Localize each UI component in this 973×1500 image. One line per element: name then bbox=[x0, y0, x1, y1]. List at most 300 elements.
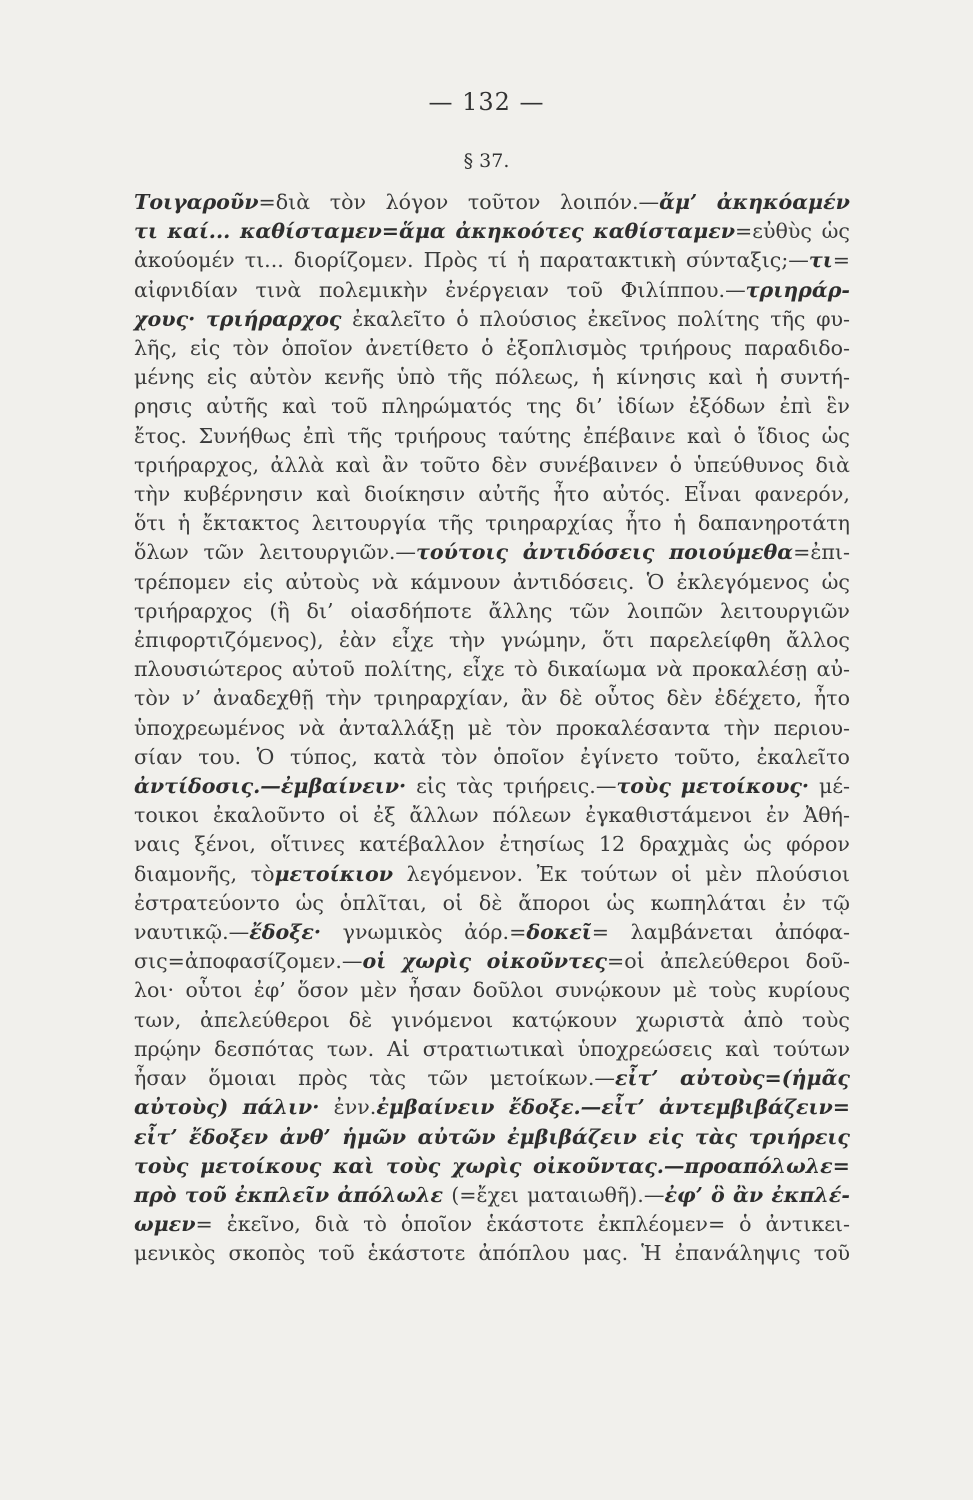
word: αὐτοὺς bbox=[285, 569, 360, 594]
word: ἡ bbox=[673, 511, 686, 536]
word: ἀντεμβιβάζειν= bbox=[659, 1095, 850, 1120]
word: ἴδιος bbox=[757, 423, 810, 448]
word: ἐκεῖνος bbox=[587, 306, 667, 331]
word: ἐὰν bbox=[339, 628, 377, 653]
word: παρελείφθη bbox=[649, 628, 771, 653]
word: τοῦ bbox=[318, 1241, 355, 1266]
word: ὅσον bbox=[297, 978, 349, 1003]
word: ἄλλης bbox=[488, 598, 553, 623]
word: ωμεν= bbox=[134, 1212, 213, 1237]
word: εἶχε bbox=[462, 657, 505, 682]
word: ὁποῖον bbox=[281, 336, 353, 361]
word: ἐγίνετο bbox=[580, 744, 659, 769]
word: ἔδοξε.—εἶτ’ bbox=[508, 1095, 645, 1120]
word: εἰς bbox=[206, 365, 238, 390]
word: δαπανηροτάτη bbox=[697, 511, 850, 536]
word: ἐνν.ἐμβαίνειν bbox=[333, 1095, 495, 1120]
word: κατέβαλλον bbox=[359, 832, 485, 857]
word: δὲ bbox=[478, 890, 503, 915]
word: τριηραρχίαν, bbox=[373, 686, 510, 711]
word: ἐν bbox=[782, 890, 806, 915]
word: πόλεως, bbox=[495, 365, 580, 390]
word: ἡ bbox=[591, 365, 605, 390]
word: ἀκηκοότες bbox=[455, 219, 584, 244]
word: δικαίωμα bbox=[547, 657, 647, 682]
word: καὶ bbox=[282, 394, 317, 419]
word: μετοίκων.—εἶτ’ bbox=[489, 1066, 659, 1091]
word: ἐστρατεύοντο bbox=[134, 890, 280, 915]
word: ρησις bbox=[134, 394, 193, 419]
word: 12 bbox=[598, 832, 626, 857]
word: ἦτο bbox=[813, 686, 850, 711]
word: μὲν bbox=[705, 861, 743, 886]
word: διαμονῆς, bbox=[134, 861, 238, 886]
word: Πρὸς bbox=[423, 248, 478, 273]
word: ὡς bbox=[821, 219, 850, 244]
word: Ἀθή- bbox=[803, 803, 850, 828]
word: τριήραρχος, bbox=[134, 452, 259, 477]
word: τοῦ bbox=[331, 394, 368, 419]
word: ἀπελεύθεροι bbox=[660, 949, 791, 974]
word: ἔδοξεν bbox=[189, 1124, 269, 1149]
text-line bbox=[134, 801, 850, 830]
word: τοῦ bbox=[813, 1241, 850, 1266]
word: ἦσαν bbox=[408, 978, 462, 1003]
word: ὡς bbox=[295, 890, 324, 915]
word: κενῆς bbox=[324, 365, 385, 390]
word: ὡς bbox=[743, 832, 772, 857]
word: τριήρεις.—τοὺς bbox=[503, 774, 671, 799]
text-line bbox=[134, 597, 850, 626]
word: ἀνταλλάξῃ bbox=[338, 715, 455, 740]
word: της bbox=[526, 394, 562, 419]
word: αὐτῆς bbox=[206, 394, 268, 419]
word: ἀντίδοσις.—ἐμβαίνειν· bbox=[134, 774, 407, 799]
word: ἐπὶ bbox=[302, 423, 336, 448]
word: τοικοι bbox=[134, 803, 200, 828]
word: πολίτης bbox=[677, 306, 760, 331]
word: Ἡ bbox=[641, 1241, 662, 1266]
text-line bbox=[134, 947, 850, 976]
page-number: — 132 — bbox=[428, 88, 545, 116]
word: ὅλων bbox=[134, 540, 189, 565]
word: χους· bbox=[134, 306, 196, 331]
word: δοῦλοι bbox=[472, 978, 544, 1003]
word: ἐκπλέομεν= bbox=[597, 1212, 726, 1237]
text-line bbox=[134, 1035, 850, 1064]
word: ἂν bbox=[382, 452, 409, 477]
word: ἀπὸ bbox=[743, 1007, 784, 1032]
text-line bbox=[134, 918, 850, 947]
word: μας. bbox=[582, 1241, 629, 1266]
word: τοῦτο bbox=[419, 452, 481, 477]
word: τὴν bbox=[325, 686, 362, 711]
word: λοι· bbox=[134, 978, 175, 1003]
word: ἑκάστοτε bbox=[486, 1212, 584, 1237]
word: ἰδίων bbox=[616, 394, 675, 419]
word: ναις bbox=[134, 832, 181, 857]
word: ἐκαλεῖτο bbox=[756, 744, 850, 769]
word: πλούσιος bbox=[479, 306, 577, 331]
text-line bbox=[134, 246, 850, 275]
word: ἔτος. bbox=[134, 423, 187, 448]
word: εἰς bbox=[648, 1124, 684, 1149]
word: προκαλέσαντα bbox=[555, 715, 711, 740]
word: σίαν bbox=[134, 744, 183, 769]
word: τῶν bbox=[569, 598, 610, 623]
word: μετοίκους bbox=[200, 1153, 322, 1178]
word: ὡς bbox=[606, 890, 635, 915]
word: τοὺς bbox=[134, 1153, 189, 1178]
word: νὰ bbox=[298, 715, 326, 740]
word: οὗτος bbox=[594, 686, 655, 711]
word: των, bbox=[134, 1007, 182, 1032]
word: καί... bbox=[167, 219, 231, 244]
word: διὰ bbox=[815, 452, 850, 477]
word: γινόμενοι bbox=[390, 1007, 494, 1032]
text-line bbox=[134, 1093, 850, 1122]
word: γνωμικὸς bbox=[342, 920, 443, 945]
word: εἶτ’ bbox=[134, 1124, 178, 1149]
word: τινὰ bbox=[255, 277, 302, 302]
word: αὐτὸν bbox=[249, 365, 313, 390]
word: Συνήθως bbox=[198, 423, 292, 448]
word: τι bbox=[134, 219, 158, 244]
word: οἰκοῦντας.—προαπόλωλε= bbox=[533, 1153, 850, 1178]
word: ἐγκαθιστάμενοι bbox=[585, 803, 753, 828]
word: τὸν bbox=[134, 686, 171, 711]
word: ἄλλος bbox=[786, 628, 850, 653]
word: μένης bbox=[134, 365, 195, 390]
word: κωπηλάται bbox=[650, 890, 767, 915]
text-line bbox=[134, 1123, 850, 1152]
word: ἀντικει- bbox=[765, 1212, 850, 1237]
word: ἀλλὰ bbox=[270, 452, 325, 477]
word: δὲν bbox=[491, 452, 528, 477]
word: τῶν bbox=[427, 1066, 469, 1091]
word: ἐφ’ bbox=[253, 978, 286, 1003]
word: δὲ bbox=[348, 1007, 373, 1032]
word: ὁπλῖται, bbox=[339, 890, 427, 915]
word: τί bbox=[487, 248, 508, 273]
word: χωριστὰ bbox=[635, 1007, 725, 1032]
word: καθίσταμεν=εὐθὺς bbox=[593, 219, 812, 244]
word: ταύτης bbox=[498, 423, 572, 448]
word: περιου- bbox=[773, 715, 850, 740]
word: τὸν bbox=[329, 190, 366, 214]
word: καὶ bbox=[708, 365, 744, 390]
word: τὴν bbox=[449, 628, 486, 653]
text-line bbox=[134, 334, 850, 363]
word: μενικὸς bbox=[134, 1241, 216, 1266]
word: τὰς bbox=[456, 774, 494, 799]
word: τοῦτον bbox=[467, 190, 541, 214]
word: (ἢ bbox=[269, 598, 290, 623]
word: ἐν bbox=[766, 803, 790, 828]
word: πολεμικὴν bbox=[318, 277, 428, 302]
word: οἱ bbox=[671, 861, 692, 886]
text-line bbox=[134, 684, 850, 713]
word: τρέπομεν bbox=[134, 569, 231, 594]
word: ἀνετίθετο bbox=[365, 336, 469, 361]
word: ἀντιδόσεις. bbox=[512, 569, 635, 594]
word: καθίσταμεν=ἅμα bbox=[240, 219, 446, 244]
word: τῆς bbox=[347, 423, 383, 448]
text-line bbox=[134, 1152, 850, 1181]
text-line bbox=[134, 538, 850, 567]
text-line bbox=[134, 830, 850, 859]
text-line bbox=[134, 1239, 850, 1268]
text-line bbox=[134, 217, 850, 246]
word: πρὸ bbox=[134, 1182, 177, 1207]
word: προκαλέσῃ bbox=[692, 657, 808, 682]
word: τύπος, bbox=[290, 744, 358, 769]
word: πρὸς bbox=[298, 1066, 348, 1091]
word: ὅτι bbox=[134, 511, 166, 536]
word: πληρώματός bbox=[381, 394, 513, 419]
word: πλούσιοι bbox=[755, 861, 850, 886]
word: δὲ bbox=[559, 686, 583, 711]
word: καὶ bbox=[316, 482, 352, 507]
word: τῆς bbox=[770, 306, 806, 331]
word: τὸ bbox=[363, 1212, 387, 1237]
word: ὁποῖον bbox=[400, 1212, 473, 1237]
word: ἀόρ.=δοκεῖ= bbox=[464, 920, 610, 945]
word: αὐτοὺς=(ἡμᾶς bbox=[679, 1066, 850, 1091]
word: διοίκησιν bbox=[364, 482, 466, 507]
word: οἱ bbox=[338, 803, 360, 828]
word: ὅμοιαι bbox=[208, 1066, 277, 1091]
word: τοῦ bbox=[566, 277, 603, 302]
word: εἰς bbox=[416, 774, 447, 799]
word: παραδιδο- bbox=[744, 336, 850, 361]
word: Ὁ bbox=[256, 744, 275, 769]
word: δεσπότας bbox=[214, 1036, 315, 1061]
word: ἄποροι bbox=[518, 890, 591, 915]
word: φυ- bbox=[816, 306, 850, 331]
word: φανερόν, bbox=[754, 482, 850, 507]
word: ἡ bbox=[517, 248, 530, 273]
word: ἦτο bbox=[625, 511, 662, 536]
word: τούτων bbox=[772, 1036, 850, 1061]
word: τὸν bbox=[232, 336, 270, 361]
word: ἐδέχετο, bbox=[714, 686, 803, 711]
word: τριήρους bbox=[639, 336, 732, 361]
text-line bbox=[134, 363, 850, 392]
word: πάλιν· bbox=[242, 1095, 320, 1120]
text-line bbox=[134, 276, 850, 305]
word: οἰκοῦντες=οἱ bbox=[486, 949, 645, 974]
word: καὶ bbox=[332, 1153, 375, 1178]
text-line bbox=[134, 743, 850, 772]
word: ἡ bbox=[755, 365, 768, 390]
word: σύνταξις;—τι= bbox=[685, 248, 850, 273]
word: ὁ bbox=[739, 1212, 752, 1237]
word: δραχμὰς bbox=[639, 832, 730, 857]
text-line bbox=[134, 714, 850, 743]
word: τούτων bbox=[580, 861, 658, 886]
word: των. bbox=[326, 1036, 375, 1061]
text-line bbox=[134, 480, 850, 509]
word: καὶ bbox=[335, 452, 371, 477]
word: εἶχε bbox=[391, 628, 434, 653]
text-line bbox=[134, 422, 850, 451]
word: ὑποχρεώσεις bbox=[577, 1036, 713, 1061]
word: οἵτινες bbox=[270, 832, 345, 857]
text-line bbox=[134, 655, 850, 684]
word: τοὺς bbox=[708, 978, 757, 1003]
text-line bbox=[134, 772, 850, 801]
text-line bbox=[134, 889, 850, 918]
text-line bbox=[134, 188, 850, 217]
word: δὲν bbox=[666, 686, 703, 711]
word: τὰς bbox=[369, 1066, 406, 1091]
text-line bbox=[134, 568, 850, 597]
word: νὰ bbox=[656, 657, 683, 682]
text-line bbox=[134, 305, 850, 334]
word: ἂν bbox=[733, 1182, 764, 1207]
word: ὑπὸ bbox=[396, 365, 436, 390]
word: τριήρους bbox=[394, 423, 487, 448]
word: ξένοι, bbox=[194, 832, 256, 857]
word: τῆς bbox=[447, 365, 483, 390]
text-line bbox=[134, 1064, 850, 1093]
word: ἐπιφορτιζόμενος), bbox=[134, 628, 324, 653]
section-heading: § 37. bbox=[463, 150, 510, 172]
word: καὶ bbox=[686, 423, 722, 448]
text-line bbox=[134, 626, 850, 655]
word: Ὁ bbox=[646, 569, 665, 594]
word: ἀπόπλου bbox=[478, 1241, 570, 1266]
word: συνῴκουν bbox=[555, 978, 662, 1003]
word: ἂν bbox=[520, 686, 548, 711]
word: ἐξοπλισμὸς bbox=[506, 336, 627, 361]
word: τι... bbox=[244, 248, 284, 273]
word: οἱασδήποτε bbox=[350, 598, 472, 623]
word: μὲ bbox=[672, 978, 698, 1003]
word: ἐπέβαινε bbox=[582, 423, 676, 448]
word: ὑποχρεωμένος bbox=[134, 715, 286, 740]
word: ἀντιδόσεις bbox=[522, 540, 655, 565]
word: πόλεων bbox=[492, 803, 572, 828]
word: τριήραρχος bbox=[205, 306, 342, 331]
word: ἀκηκόαμέν bbox=[716, 190, 850, 214]
word: λειτουργιῶν.—τούτοις bbox=[258, 540, 508, 565]
word: ἡμῶν bbox=[342, 1124, 407, 1149]
text-line bbox=[134, 1006, 850, 1035]
word: ἐκπλέ- bbox=[771, 1182, 850, 1207]
word: εἰς bbox=[242, 569, 274, 594]
word: λειτουργιῶν bbox=[720, 598, 850, 623]
word: τὸν bbox=[441, 744, 478, 769]
word: ναυτικῷ.—ἔδοξε· bbox=[134, 920, 322, 945]
word: οἱ bbox=[442, 890, 464, 915]
word: ἐκεῖνο, bbox=[226, 1212, 301, 1237]
word: ἀπελεύθεροι bbox=[199, 1007, 330, 1032]
word: ἑκάστοτε bbox=[367, 1241, 466, 1266]
word: αὐ- bbox=[816, 657, 850, 682]
word: ὁ bbox=[669, 452, 683, 477]
word: αὐτῆς bbox=[478, 482, 540, 507]
word: τοὺς bbox=[385, 1153, 441, 1178]
word: ὡς bbox=[821, 569, 850, 594]
word: αὐτοὺς) bbox=[134, 1095, 229, 1120]
word: ποιούμεθα=ἐπι- bbox=[669, 540, 850, 565]
word: γνώμην, bbox=[500, 628, 588, 653]
word: τριήραρχος bbox=[134, 598, 253, 623]
word: μὲν bbox=[360, 978, 398, 1003]
word: ἀκούομέν bbox=[134, 248, 235, 273]
word: ἀνθ’ bbox=[279, 1124, 331, 1149]
word: ἐκαλοῦντο bbox=[213, 803, 326, 828]
word: τὸν bbox=[505, 715, 543, 740]
text-line bbox=[134, 1181, 850, 1210]
word: ἔκτακτος bbox=[202, 511, 300, 536]
word: αὐτοῦ bbox=[292, 657, 355, 682]
word: διορίζομεν. bbox=[293, 248, 414, 273]
word: κατῴκουν bbox=[511, 1007, 618, 1032]
word: του. bbox=[198, 744, 242, 769]
word: κυρίους bbox=[767, 978, 850, 1003]
word: διὰ bbox=[314, 1212, 350, 1237]
word: δοῦ- bbox=[805, 949, 850, 974]
word: πολίτης, bbox=[364, 657, 454, 682]
word: λαμβάνεται bbox=[630, 920, 754, 945]
word: νὰ bbox=[371, 569, 399, 594]
word: ἓν bbox=[826, 394, 850, 419]
word: ὁ bbox=[456, 306, 469, 331]
word: λοιπόν.—ἄμ’ bbox=[560, 190, 698, 214]
word: τριήρεις bbox=[748, 1124, 850, 1149]
word: συντή- bbox=[780, 365, 850, 390]
word: τοῦτο, bbox=[674, 744, 741, 769]
word: τῷ bbox=[821, 890, 850, 915]
word: στρατιωτικαὶ bbox=[422, 1036, 565, 1061]
word: πρῴην bbox=[134, 1036, 202, 1061]
word: ματαιωθῆ).—ἐφ’ bbox=[527, 1182, 703, 1207]
word: ὑπεύθυνος bbox=[693, 452, 805, 477]
text-line bbox=[134, 976, 850, 1005]
word: ὅτι bbox=[602, 628, 635, 653]
word: ἐξόδων bbox=[688, 394, 766, 419]
word: ἄλλων bbox=[409, 803, 479, 828]
word: κυβέρνησιν bbox=[183, 482, 304, 507]
word: ν’ bbox=[182, 686, 202, 711]
word: ὃ bbox=[711, 1182, 725, 1207]
word: λοιπῶν bbox=[626, 598, 704, 623]
word: πλουσιώτερος bbox=[134, 657, 283, 682]
word: Αἱ bbox=[386, 1036, 410, 1061]
word: Φιλίππου.—τριηράρ- bbox=[620, 277, 850, 302]
word: κάμνουν bbox=[410, 569, 501, 594]
word: παρατακτικὴ bbox=[539, 248, 676, 273]
text-line bbox=[134, 451, 850, 480]
word: ὁ bbox=[733, 423, 746, 448]
word: μετοίκους· bbox=[680, 774, 810, 799]
word: χωρὶς bbox=[401, 949, 472, 974]
word: αὐτός. bbox=[602, 482, 671, 507]
word: τὰς bbox=[694, 1124, 738, 1149]
word: τὸμετοίκιον bbox=[250, 861, 394, 886]
word: φόρον bbox=[786, 832, 850, 857]
word: κίνησις bbox=[616, 365, 696, 390]
word: ἀπόφα- bbox=[774, 920, 850, 945]
word: ἐκαλεῖτο bbox=[352, 306, 446, 331]
word: δι’ bbox=[306, 598, 334, 623]
word: οὗτοι bbox=[185, 978, 243, 1003]
word: μέ- bbox=[818, 774, 850, 799]
word: εἰς bbox=[189, 336, 221, 361]
